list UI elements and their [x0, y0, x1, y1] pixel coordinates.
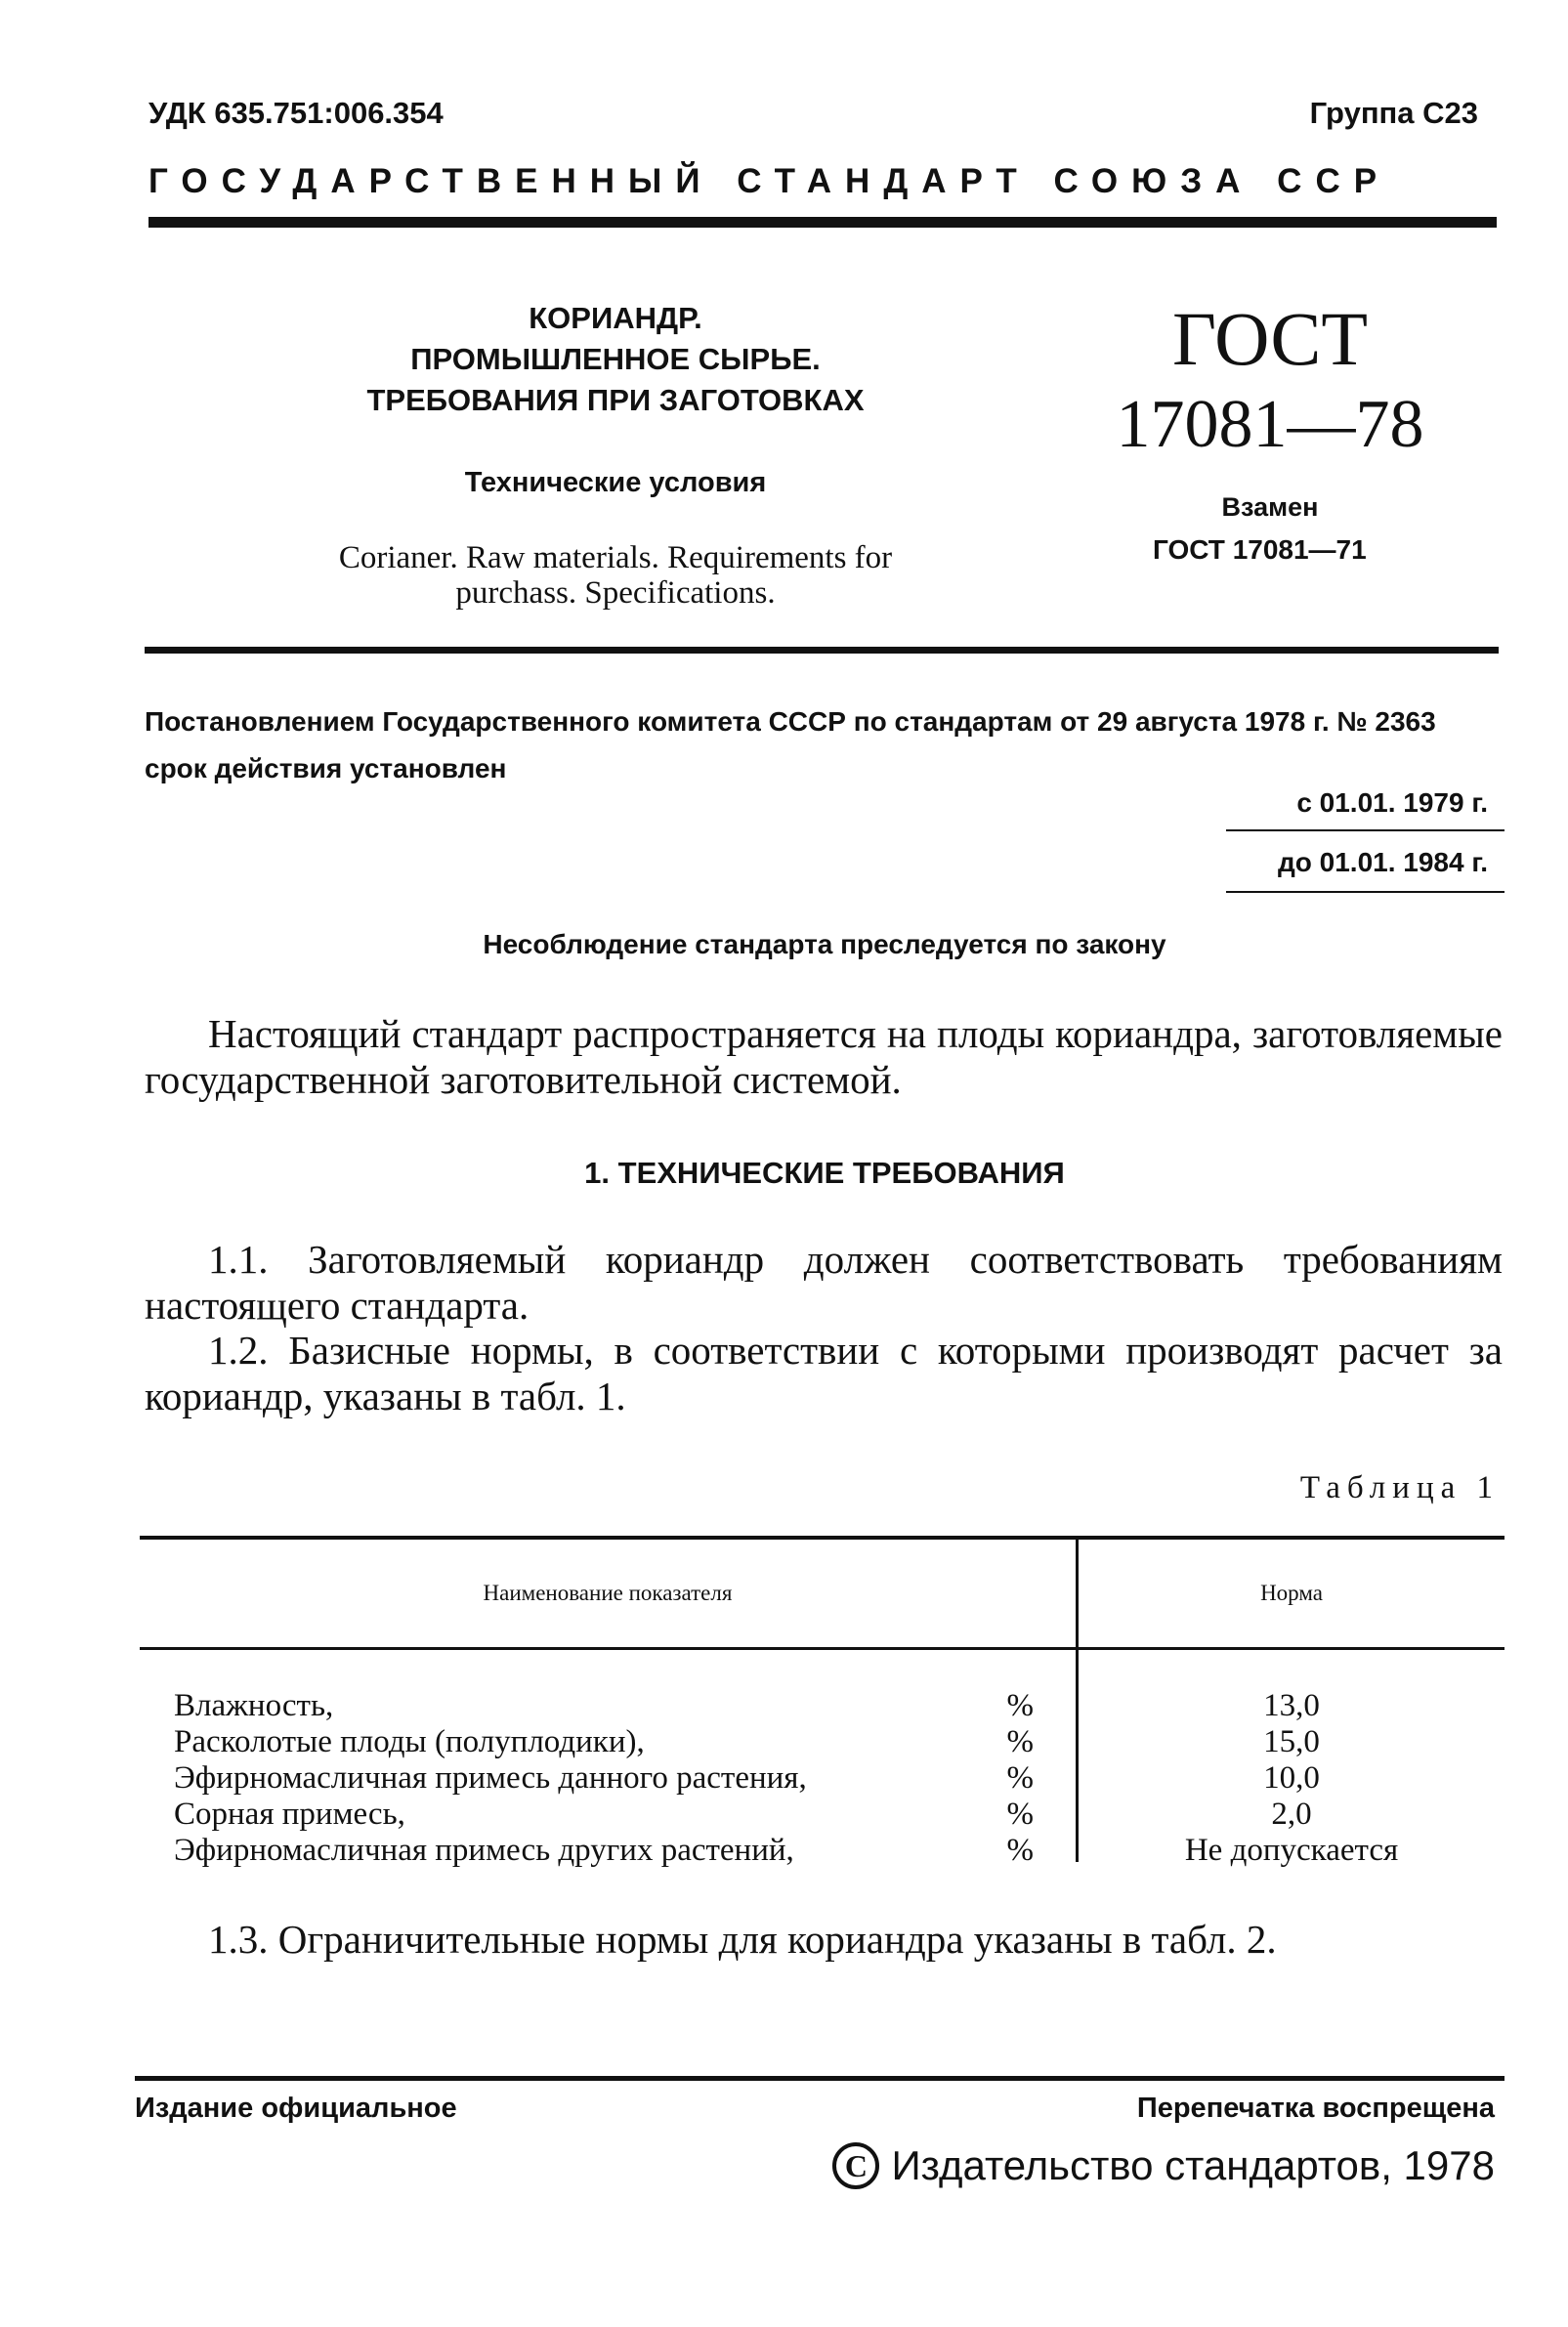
validity-until: до 01.01. 1984 г.	[1278, 847, 1488, 877]
document-subtitle: Технические условия	[464, 467, 767, 498]
table-cell-name: Влажность,	[174, 1688, 334, 1723]
intro-paragraph: Настоящий стандарт распространяется на плоды кориандра, заготовляемые государственной заготовительной системой.	[145, 1011, 1503, 1102]
english-title	[244, 540, 987, 611]
table-name-column	[174, 1688, 1034, 1869]
header-divider	[148, 217, 1497, 228]
table-cell-unit: %	[1006, 1760, 1034, 1796]
udk-code: УДК 635.751:006.354	[148, 96, 444, 130]
paragraph-1-2: 1.2. Базисные нормы, в соответствии с которыми производят расчет за кориандр, указаны в табл. 1.	[145, 1328, 1503, 1418]
gost-label: ГОСТ	[1171, 296, 1369, 381]
table-cell-norm: 15,0	[1263, 1724, 1320, 1759]
table-row	[174, 1797, 1034, 1833]
table-cell-name: Сорная примесь,	[174, 1797, 405, 1832]
title-line-1: КОРИАНДР.	[529, 301, 702, 335]
table-cell-norm: 10,0	[1263, 1760, 1320, 1796]
table-cell-name: Эфирномасличная примесь других растений,	[174, 1833, 794, 1868]
table-cell-unit: %	[1006, 1833, 1034, 1868]
validity-divider	[1226, 829, 1504, 831]
paragraph-1-1: 1.1. Заготовляемый кориандр должен соответствовать требованиям настоящего стандарта.	[145, 1237, 1503, 1328]
law-notice: Несоблюдение стандарта преследуется по закону	[483, 929, 1166, 959]
document-title	[313, 298, 918, 421]
group-code: Группа С23	[1309, 96, 1478, 130]
table-cell-norm: 13,0	[1263, 1688, 1320, 1723]
table-row	[174, 1688, 1034, 1724]
table-cell-unit: %	[1006, 1797, 1034, 1832]
validity-divider	[1226, 891, 1504, 893]
table-caption: Таблица 1	[1299, 1470, 1500, 1505]
reprint-prohibited: Перепечатка воспрещена	[1136, 2093, 1495, 2124]
publisher-line	[832, 2142, 1495, 2189]
table-row	[174, 1724, 1034, 1760]
publisher-name: Издательство стандартов, 1978	[891, 2142, 1495, 2188]
english-title-line-2: purchass. Specifications.	[455, 575, 776, 611]
table-cell-unit: %	[1006, 1688, 1034, 1723]
table-cell-unit: %	[1006, 1724, 1034, 1759]
title-line-3: ТРЕБОВАНИЯ ПРИ ЗАГОТОВКАХ	[366, 383, 865, 417]
table-row	[174, 1760, 1034, 1797]
edition-official: Издание официальное	[135, 2093, 457, 2124]
table-top-rule	[140, 1536, 1504, 1540]
title-divider	[145, 647, 1499, 654]
decree-text: Постановлением Государственного комитета СССР по стандартам от 29 августа 1978 г. № 2363 срок действия установлен	[145, 706, 1436, 783]
table-cell-norm: Не допускается	[1184, 1833, 1399, 1868]
table-cell-name: Эфирномасличная примесь данного растения,	[174, 1760, 807, 1796]
replaced-gost: ГОСТ 17081—71	[1153, 534, 1367, 565]
paragraph-1-3: 1.3. Ограничительные нормы для кориандра указаны в табл. 2.	[208, 1917, 1277, 1962]
gost-number: 17081—78	[1116, 387, 1424, 462]
validity-from: с 01.01. 1979 г.	[1296, 787, 1488, 818]
english-title-line-1: Corianer. Raw materials. Requirements for	[338, 540, 893, 575]
table-cell-norm: 2,0	[1271, 1797, 1312, 1832]
table-header-norm: Норма	[1260, 1581, 1323, 1605]
title-line-2: ПРОМЫШЛЕННОЕ СЫРЬЕ.	[410, 342, 821, 376]
table-header-name: Наименование показателя	[483, 1581, 733, 1605]
state-standard-heading: ГОСУДАРСТВЕННЫЙ СТАНДАРТ СОЮЗА ССР	[148, 162, 1391, 200]
table-cell-name: Расколотые плоды (полуплодики),	[174, 1724, 645, 1759]
table-norm-column	[1079, 1688, 1504, 1869]
replaced-label: Взамен	[1221, 492, 1319, 522]
section-title: 1. ТЕХНИЧЕСКИЕ ТРЕБОВАНИЯ	[584, 1156, 1065, 1190]
table-row	[174, 1833, 1034, 1869]
copyright-icon: C	[832, 2142, 879, 2189]
footer-divider	[135, 2076, 1504, 2081]
table-header-rule	[140, 1647, 1504, 1650]
